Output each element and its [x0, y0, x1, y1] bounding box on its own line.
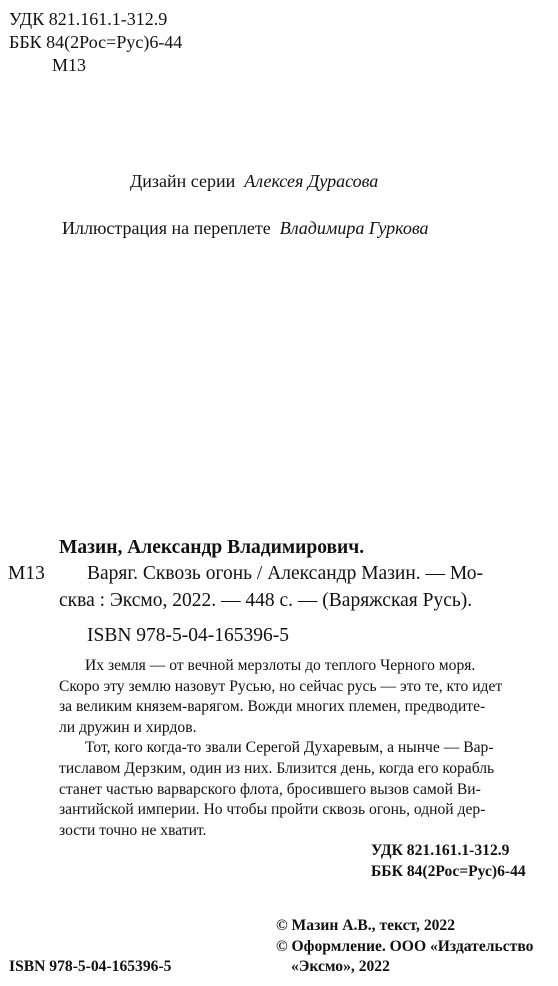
author-heading: Мазин, Александр Владимирович.: [59, 537, 365, 558]
annotation-line: станет частью варварского флота, бросившего вызов самой Ви-: [59, 781, 481, 798]
annotation-line: тиславом Дерзким, один из них. Близится день, когда его корабль: [59, 760, 495, 777]
annotation-line: зости точно не хватит.: [59, 822, 207, 839]
illustration-name: Владимира Гуркова: [279, 218, 429, 238]
design-credit: [130, 170, 378, 192]
annotation-line: за великим князем-варягом. Вожди многих племен, предводите-: [59, 698, 486, 715]
udk-code-top: УДК 821.161.1-312.9: [9, 9, 168, 29]
author-mark-top: М13: [52, 55, 87, 75]
illustration-label: Иллюстрация на переплете: [62, 218, 271, 238]
footer-isbn: ISBN 978-5-04-165396-5: [9, 958, 172, 975]
annotation-line: зантийской империи. Но чтобы пройти сквозь огонь, одной дер-: [59, 801, 486, 818]
udk-code-bottom: УДК 821.161.1-312.9: [371, 842, 510, 859]
design-name: Алексея Дурасова: [244, 171, 379, 191]
bibliographic-line-1: Варяг. Сквозь огонь / Александр Мазин. — Мо-: [87, 563, 483, 584]
annotation-line: Тот, кого когда-то звали Серегой Духаревым, а нынче — Вар-: [85, 739, 494, 756]
copyright-text: © Мазин А.В., текст, 2022: [276, 917, 456, 934]
bbk-code-bottom: ББК 84(2Рос=Рус)6-44: [371, 863, 526, 880]
author-mark: М13: [8, 563, 45, 584]
isbn-line: ISBN 978-5-04-165396-5: [87, 625, 290, 646]
annotation-line: ли дружин и хирдов.: [59, 719, 197, 736]
annotation-line: Скоро эту землю назовут Русью, но сейчас русь — это те, кто идет: [59, 678, 503, 695]
design-label: Дизайн серии: [130, 171, 236, 191]
annotation-line: Их земля — от вечной мерзлоты до теплого Черного моря.: [85, 657, 476, 674]
copyright-publisher: «Эксмо», 2022: [291, 958, 390, 975]
bbk-code-top: ББК 84(2Рос=Рус)6-44: [9, 32, 183, 52]
bibliographic-line-2: сква : Эксмо, 2022. — 448 с. — (Варяжская Русь).: [59, 590, 473, 611]
illustration-credit: [62, 217, 429, 239]
copyright-design: © Оформление. ООО «Издательство: [276, 938, 534, 955]
